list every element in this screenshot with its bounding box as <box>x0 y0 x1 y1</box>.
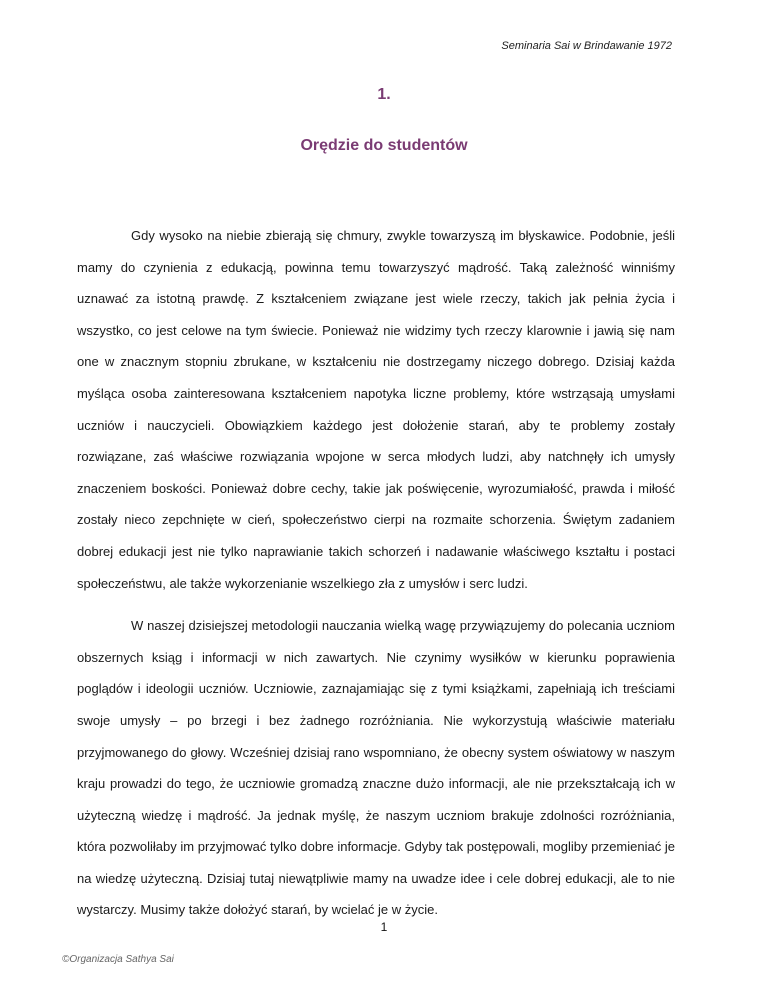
chapter-title: Orędzie do studentów <box>300 137 468 154</box>
chapter-number: 1. <box>377 86 391 103</box>
page-number: 1 <box>380 920 388 934</box>
paragraph-2: W naszej dzisiejszej metodologii nauczania wielką wagę przywiązujemy do polecania uczniom obszernych ksiąg i informacji w nich zawartych. Nie czynimy wysiłków w kierunku poprawienia poglądów i ideologii uczniów. Uczniowie, zaznajamiając się z tymi książkami, zapełniają ich treściami swoje umysły – po brzegi i bez żadnego rozróżniania. Nie wykorzystują właściwie materiału przyjmowanego do głowy. Wcześniej dzisiaj rano wspomniano, że obecny system oświatowy w naszym kraju prowadzi do tego, że uczniowie gromadzą znaczne dużo informacji, ale nie przekształcają ich w użyteczną wiedzę i mądrość. Ja jednak myślę, że naszym uczniom brakuje zdolności rozróżniania, która pozwoliłaby im przyjmować tylko dobre informacje. Gdyby tak postępowali, mogliby przemieniać je na wiedzę użyteczną. Dzisiaj tutaj niewątpliwie mamy na uwadze idee i cele dobrej edukacji, ale to nie wystarczy. Musimy także dołożyć starań, by wcielać je w życie. <box>77 618 675 918</box>
running-header: Seminaria Sai w Brindawanie 1972 <box>501 40 672 52</box>
footer-copyright: ©Organizacja Sathya Sai <box>62 954 174 965</box>
paragraph-1: Gdy wysoko na niebie zbierają się chmury, zwykle towarzyszą im błyskawice. Podobnie, jeśli mamy do czynienia z edukacją, powinna temu towarzyszyć mądrość. Taką zależność winniśmy uznawać za istotną prawdę. Z kształceniem związane jest wiele rzeczy, takich jak pełnia życia i wszystko, co jest celowe na tym świecie. Ponieważ nie widzimy tych rzeczy klarownie i jawią się nam one w znacznym stopniu zbrukane, w kształceniu nie dostrzegamy niczego dobrego. Dzisiaj każda myśląca osoba zainteresowana kształceniem napotyka liczne problemy, które wstrząsają umysłami uczniów i nauczycieli. Obowiązkiem każdego jest dołożenie starań, aby te problemy zostały rozwiązane, zaś właściwe rozwiązania wpojone w serca młodych ludzi, aby natchnęły ich umysły znaczeniem boskości. Ponieważ dobre cechy, takie jak poświęcenie, wyrozumiałość, prawda i miłość zostały nieco zepchnięte w cień, społeczeństwo cierpi na rozmaite schorzenia. Świętym zadaniem dobrej edukacji jest nie tylko naprawianie takich schorzeń i nadawanie właściwego kształtu i postaci społeczeństwu, ale także wykorzenianie wszelkiego zła z umysłów i serc ludzi. <box>77 228 675 591</box>
body-text <box>77 220 675 937</box>
